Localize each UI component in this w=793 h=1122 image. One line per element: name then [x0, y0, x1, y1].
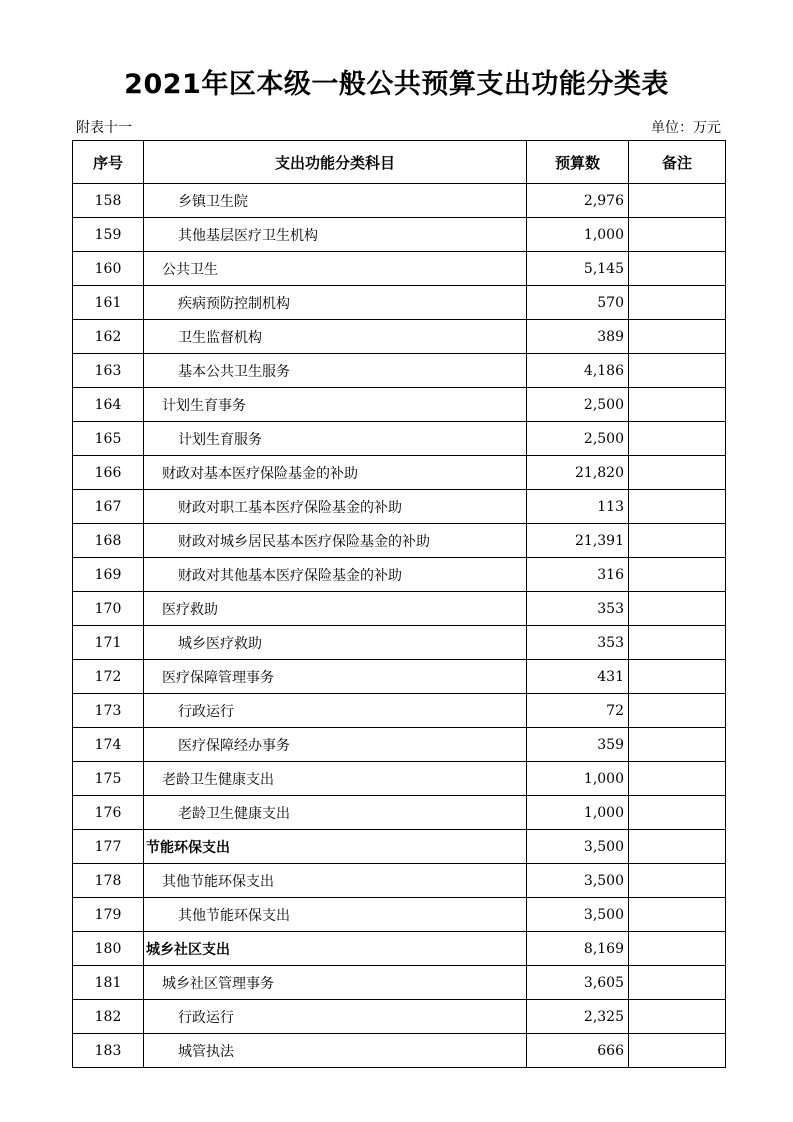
table-row	[73, 558, 726, 592]
table-row	[73, 660, 726, 694]
row-name: 财政对城乡居民基本医疗保险基金的补助	[144, 524, 527, 558]
row-note	[629, 898, 726, 932]
row-note	[629, 694, 726, 728]
table-body	[73, 184, 726, 1068]
table-row	[73, 524, 726, 558]
header-seq: 序号	[73, 141, 144, 184]
row-amount: 5,145	[527, 252, 629, 286]
row-seq: 180	[73, 932, 144, 966]
row-note	[629, 796, 726, 830]
row-amount: 4,186	[527, 354, 629, 388]
row-amount: 21,820	[527, 456, 629, 490]
row-note	[629, 524, 726, 558]
budget-table	[72, 140, 726, 1068]
table-row	[73, 694, 726, 728]
row-name: 疾病预防控制机构	[144, 286, 527, 320]
row-name: 行政运行	[144, 694, 527, 728]
row-note	[629, 1034, 726, 1068]
row-seq: 164	[73, 388, 144, 422]
row-note	[629, 456, 726, 490]
row-seq: 163	[73, 354, 144, 388]
row-amount: 359	[527, 728, 629, 762]
row-seq: 177	[73, 830, 144, 864]
row-amount: 389	[527, 320, 629, 354]
row-amount: 72	[527, 694, 629, 728]
table-header	[73, 141, 726, 184]
row-name: 城管执法	[144, 1034, 527, 1068]
row-seq: 178	[73, 864, 144, 898]
row-seq: 161	[73, 286, 144, 320]
row-amount: 21,391	[527, 524, 629, 558]
row-seq: 170	[73, 592, 144, 626]
table-row	[73, 592, 726, 626]
row-seq: 162	[73, 320, 144, 354]
row-name: 财政对基本医疗保险基金的补助	[144, 456, 527, 490]
row-name: 财政对其他基本医疗保险基金的补助	[144, 558, 527, 592]
row-note	[629, 320, 726, 354]
row-name: 计划生育服务	[144, 422, 527, 456]
table-row	[73, 864, 726, 898]
table-row	[73, 252, 726, 286]
table-row	[73, 456, 726, 490]
header-note: 备注	[629, 141, 726, 184]
row-amount: 3,605	[527, 966, 629, 1000]
table-row	[73, 422, 726, 456]
row-seq: 167	[73, 490, 144, 524]
row-name: 城乡医疗救助	[144, 626, 527, 660]
row-name: 医疗救助	[144, 592, 527, 626]
row-note	[629, 388, 726, 422]
row-amount: 1,000	[527, 762, 629, 796]
table-row	[73, 830, 726, 864]
row-note	[629, 354, 726, 388]
row-name: 乡镇卫生院	[144, 184, 527, 218]
row-seq: 183	[73, 1034, 144, 1068]
row-name: 卫生监督机构	[144, 320, 527, 354]
row-name: 基本公共卫生服务	[144, 354, 527, 388]
row-seq: 160	[73, 252, 144, 286]
page-title: 2021年区本级一般公共预算支出功能分类表	[124, 69, 669, 100]
row-seq: 174	[73, 728, 144, 762]
row-amount: 1,000	[527, 218, 629, 252]
row-name: 其他节能环保支出	[144, 864, 527, 898]
row-amount: 316	[527, 558, 629, 592]
row-note	[629, 286, 726, 320]
row-seq: 176	[73, 796, 144, 830]
row-name: 计划生育事务	[144, 388, 527, 422]
row-amount: 2,976	[527, 184, 629, 218]
row-note	[629, 252, 726, 286]
row-amount: 113	[527, 490, 629, 524]
table-row	[73, 626, 726, 660]
row-seq: 165	[73, 422, 144, 456]
row-amount: 2,500	[527, 422, 629, 456]
unit-label: 单位：万元	[651, 120, 721, 136]
table-row	[73, 184, 726, 218]
row-note	[629, 932, 726, 966]
row-note	[629, 660, 726, 694]
table-row	[73, 490, 726, 524]
table-row	[73, 354, 726, 388]
row-seq: 181	[73, 966, 144, 1000]
row-name: 城乡社区管理事务	[144, 966, 527, 1000]
row-name: 老龄卫生健康支出	[144, 762, 527, 796]
row-note	[629, 592, 726, 626]
row-name: 节能环保支出	[144, 830, 527, 864]
row-amount: 3,500	[527, 898, 629, 932]
row-amount: 1,000	[527, 796, 629, 830]
row-name: 医疗保障管理事务	[144, 660, 527, 694]
row-seq: 169	[73, 558, 144, 592]
row-seq: 175	[73, 762, 144, 796]
row-name: 城乡社区支出	[144, 932, 527, 966]
row-amount: 8,169	[527, 932, 629, 966]
table-row	[73, 286, 726, 320]
table-row	[73, 1034, 726, 1068]
row-amount: 666	[527, 1034, 629, 1068]
row-note	[629, 1000, 726, 1034]
row-seq: 182	[73, 1000, 144, 1034]
table-row	[73, 320, 726, 354]
table-row	[73, 966, 726, 1000]
row-note	[629, 558, 726, 592]
row-name: 其他节能环保支出	[144, 898, 527, 932]
row-name: 公共卫生	[144, 252, 527, 286]
row-seq: 166	[73, 456, 144, 490]
row-note	[629, 218, 726, 252]
row-seq: 168	[73, 524, 144, 558]
row-note	[629, 830, 726, 864]
table-row	[73, 728, 726, 762]
row-note	[629, 184, 726, 218]
table-row	[73, 796, 726, 830]
row-name: 医疗保障经办事务	[144, 728, 527, 762]
row-note	[629, 966, 726, 1000]
attachment-label: 附表十一	[76, 120, 132, 136]
row-note	[629, 864, 726, 898]
table-row	[73, 1000, 726, 1034]
row-note	[629, 490, 726, 524]
row-name: 老龄卫生健康支出	[144, 796, 527, 830]
row-amount: 2,325	[527, 1000, 629, 1034]
row-amount: 3,500	[527, 864, 629, 898]
header-name: 支出功能分类科目	[144, 141, 527, 184]
row-note	[629, 626, 726, 660]
row-amount: 2,500	[527, 388, 629, 422]
row-amount: 353	[527, 592, 629, 626]
row-name: 财政对职工基本医疗保险基金的补助	[144, 490, 527, 524]
table-row	[73, 388, 726, 422]
row-name: 行政运行	[144, 1000, 527, 1034]
row-note	[629, 762, 726, 796]
row-seq: 173	[73, 694, 144, 728]
row-amount: 3,500	[527, 830, 629, 864]
table-row	[73, 218, 726, 252]
row-note	[629, 422, 726, 456]
row-note	[629, 728, 726, 762]
row-seq: 171	[73, 626, 144, 660]
table-row	[73, 762, 726, 796]
row-seq: 159	[73, 218, 144, 252]
row-amount: 353	[527, 626, 629, 660]
row-name: 其他基层医疗卫生机构	[144, 218, 527, 252]
row-amount: 570	[527, 286, 629, 320]
row-seq: 179	[73, 898, 144, 932]
table-row	[73, 898, 726, 932]
row-seq: 172	[73, 660, 144, 694]
header-amount: 预算数	[527, 141, 629, 184]
table-row	[73, 932, 726, 966]
row-seq: 158	[73, 184, 144, 218]
row-amount: 431	[527, 660, 629, 694]
